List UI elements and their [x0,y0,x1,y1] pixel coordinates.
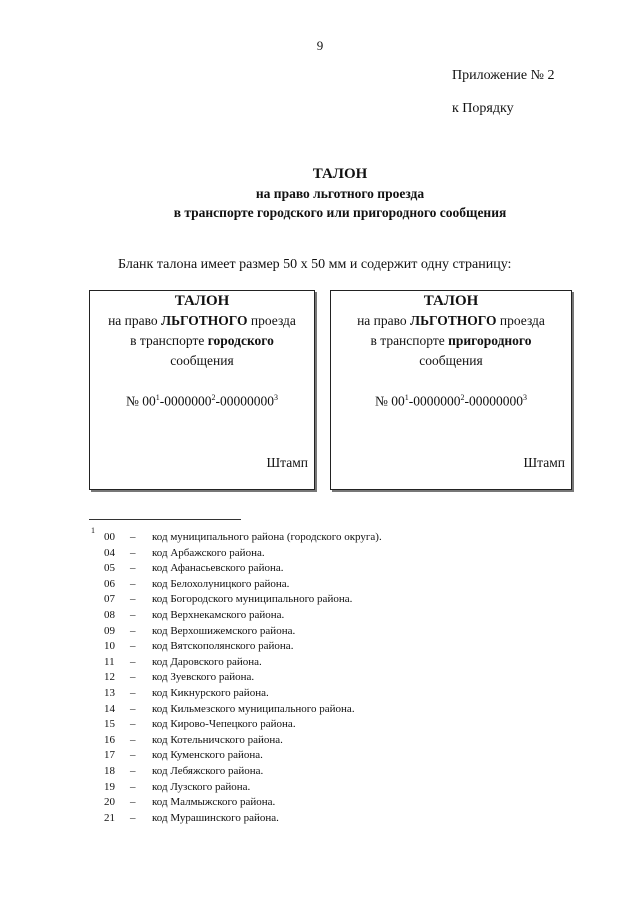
footnote-item [104,748,382,764]
footnote-ref-3: 3 [274,393,278,402]
footnote-item [104,561,382,577]
footnote-item [104,670,382,686]
dash-separator: – [130,531,136,543]
dash-separator: – [130,671,136,684]
district-code: 13 [104,686,115,699]
footnote-ref-3: 3 [523,393,527,402]
district-description: код Верхошижемского района. [152,624,296,637]
district-code: 19 [104,780,115,793]
footnote-ref-1: 1 [155,393,160,402]
ticket-transport-prefix: в транспорте [130,333,208,348]
ticket-message-line: сообщения [170,353,234,368]
ticket-number-prefix: № 00 [374,393,405,409]
footnote-item [104,592,382,608]
footnote-item [104,530,382,546]
footnote-item [104,639,382,655]
dash-separator: – [130,733,136,746]
ticket-title: ТАЛОН [423,293,479,309]
order-reference: к Порядку [452,101,514,116]
footnote-item [104,624,382,640]
ticket-transport-type: городского [207,333,274,348]
footnote-list [104,530,382,826]
district-description: код Кикнурского района. [152,686,269,699]
ticket-title: ТАЛОН [174,293,230,309]
ticket-right-line [90,311,314,331]
district-code: 18 [104,764,115,777]
footnote-ref-1: 1 [404,393,409,402]
ticket-stamp: Штамп [266,455,308,470]
ticket-right-prefix: на право [357,313,411,328]
dash-separator: – [130,811,136,824]
dash-separator: – [130,780,136,793]
district-description: код Кильмезского муниципального района. [152,702,355,715]
district-code: 16 [104,733,115,746]
dash-separator: – [130,764,136,777]
dash-separator: – [130,562,136,575]
appendix-label: Приложение № 2 [452,68,555,83]
footnote-item [104,780,382,796]
ticket-number-end: -00000000 [464,393,523,409]
ticket-number-prefix: № 00 [125,393,156,409]
form-size-note: Бланк талона имеет размер 50 х 50 мм и содержит одну страницу: [118,257,512,272]
footnote-item [104,702,382,718]
footnote-marker: 1 [91,526,95,535]
ticket-transport-type: пригородного [448,333,532,348]
ticket-right-emphasis: ЛЬГОТНОГО [161,313,248,328]
ticket-number-mid: -0000000 [408,393,461,409]
document-subtitle-line2: в транспорте городского или пригородного сообщения [173,205,507,220]
dash-separator: – [130,796,136,809]
district-description: код Верхнекамского района. [152,608,285,621]
district-code: 09 [104,624,115,637]
dash-separator: – [130,640,136,653]
ticket-number [90,389,314,411]
district-code: 08 [104,608,115,621]
page-number: 9 [316,38,324,53]
ticket-number-mid: -0000000 [159,393,212,409]
district-description: код Белохолуницкого района. [152,577,290,590]
district-code: 15 [104,718,115,731]
ticket-transport-line [90,331,314,351]
ticket-right-line [331,311,571,331]
ticket-number-end: -00000000 [215,393,274,409]
district-description: код Мурашинского района. [152,811,279,824]
district-code: 07 [104,593,115,606]
footnote-item [104,546,382,562]
ticket-right-suffix: проезда [247,313,296,328]
district-description: код Богородского муниципального района. [152,593,353,606]
district-code: 00 [104,531,115,543]
document-title: ТАЛОН [312,166,368,182]
ticket-message-line: сообщения [419,353,483,368]
ticket-right-suffix: проезда [496,313,545,328]
footnote-item [104,811,382,827]
dash-separator: – [130,749,136,762]
footnote-item [104,764,382,780]
dash-separator: – [130,577,136,590]
footnote-item [104,655,382,671]
district-description: код Куменского района. [152,749,263,762]
dash-separator: – [130,593,136,606]
district-description: код Вятскополянского района. [152,640,294,653]
ticket-right-prefix: на право [108,313,162,328]
district-code: 10 [104,640,115,653]
dash-separator: – [130,655,136,668]
dash-separator: – [130,702,136,715]
footnote-item [104,733,382,749]
district-code: 11 [104,655,115,668]
district-description: код Кирово-Чепецкого района. [152,718,296,731]
dash-separator: – [130,624,136,637]
ticket-transport-prefix: в транспорте [370,333,449,348]
district-description: код Афанасьевского района. [152,562,284,575]
district-code: 21 [104,811,115,824]
footnote-item [104,608,382,624]
footnote-item [104,795,382,811]
ticket-number [331,389,571,411]
district-description: код Даровского района. [152,655,262,668]
footnote-item [104,577,382,593]
district-description: код Лузского района. [152,780,251,793]
district-description: код Лебяжского района. [152,764,264,777]
footnote-item [104,717,382,733]
district-code: 04 [104,546,115,559]
district-description: код Малмыжского района. [152,796,276,809]
dash-separator: – [130,546,136,559]
dash-separator: – [130,608,136,621]
ticket-stamp: Штамп [523,455,565,470]
district-description: код Арбажского района. [152,546,265,559]
district-description: код Зуевского района. [152,671,255,684]
district-code: 17 [104,749,115,762]
district-code: 20 [104,796,115,809]
dash-separator: – [130,686,136,699]
footnote-ref-2: 2 [211,393,216,402]
district-code: 14 [104,702,115,715]
footnote-ref-2: 2 [460,393,465,402]
footnote-divider [89,519,241,520]
district-code: 05 [104,562,115,575]
document-subtitle-line1: на право льготного проезда [255,186,425,201]
footnote-item [104,686,382,702]
district-code: 12 [104,671,115,684]
district-description: код Котельничского района. [152,733,283,746]
district-code: 06 [104,577,115,590]
ticket-right-emphasis: ЛЬГОТНОГО [410,313,497,328]
dash-separator: – [130,718,136,731]
ticket-suburban [330,290,572,490]
ticket-urban [89,290,315,490]
district-description: код муниципального района (городского округа). [152,531,382,543]
ticket-transport-line [331,331,571,351]
